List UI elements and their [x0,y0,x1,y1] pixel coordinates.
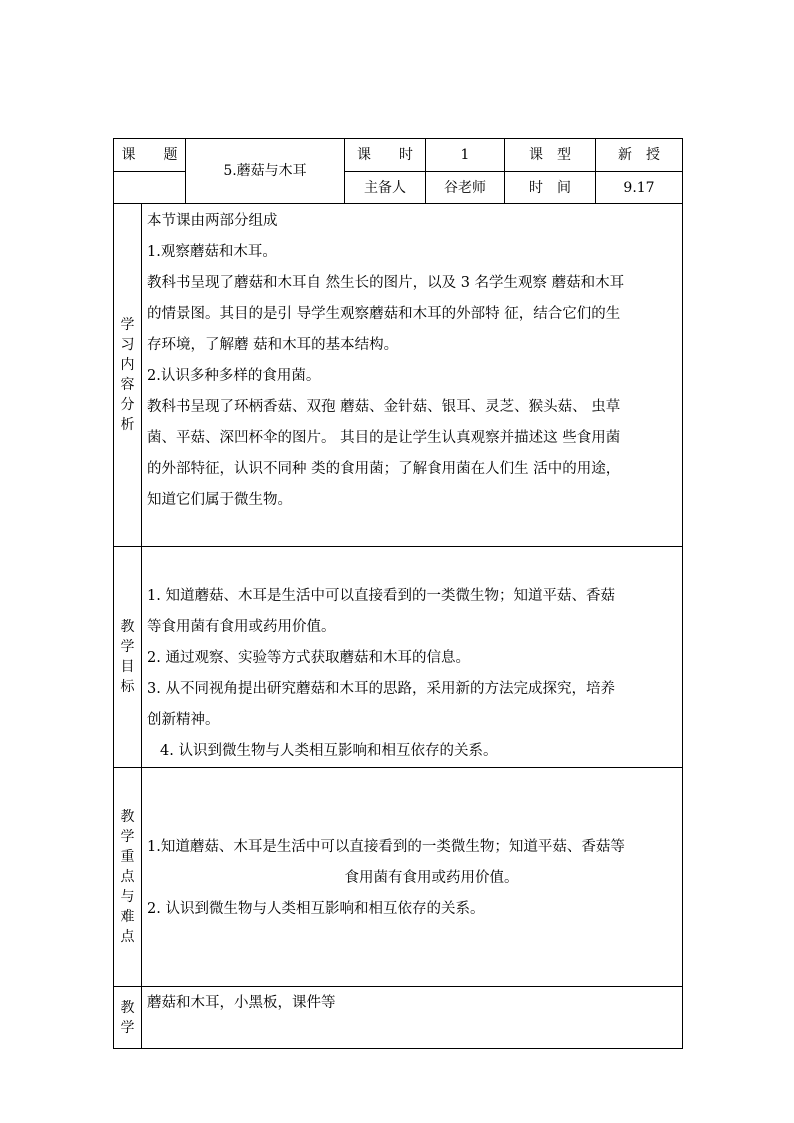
analysis-line: 2.认识多种多样的食用菌。 [147,368,321,384]
key-point-line: 1.知道蘑菇、木耳是生活中可以直接看到的一类微生物；知道平菇、香菇等 [147,839,625,855]
topic-value: 5.蘑菇与木耳 [186,139,345,204]
type-value: 新 授 [596,139,683,172]
goal-line: 4. 认识到微生物与人类相互影响和相互依存的关系。 [160,743,498,759]
analysis-label: 学 习 内 容 分 析 [114,204,142,547]
analysis-line: 菌、平菇、深凹杯伞的图片。 其目的是让学生认真观察并描述这 些食用菌 [147,430,621,446]
analysis-line: 教科书呈现了环柄香菇、双孢 蘑菇、金针菇、银耳、灵芝、猴头菇、 虫草 [147,399,621,415]
goal-line: 3. 从不同视角提出研究蘑菇和木耳的思路，采用新的方法完成探究，培养 [147,681,615,697]
lesson-plan-table [113,138,683,1049]
goal-line: 2. 通过观察、实验等方式获取蘑菇和木耳的信息。 [147,650,470,666]
key-points-content [142,768,683,987]
period-label: 课 时 [345,139,426,172]
analysis-row [114,204,683,547]
analysis-content [142,204,683,547]
time-value: 9.17 [596,172,683,204]
key-point-line: 2. 认识到微生物与人类相互影响和相互依存的关系。 [147,901,485,917]
materials-row [114,987,683,1049]
analysis-line: 本节课由两部分组成 [147,213,278,229]
header-row-1 [114,139,683,172]
key-points-label: 教 学 重 点 与 难 点 [114,768,142,987]
analysis-line: 的情景图。其目的是引 导学生观察蘑菇和木耳的外部特 征，结合它们的生 [147,306,621,322]
analysis-line: 教科书呈现了蘑菇和木耳自 然生长的图片，以及 3 名学生观察 蘑菇和木耳 [147,275,625,291]
goal-line: 创新精神。 [147,712,220,728]
lead-label: 主备人 [345,172,426,204]
topic-label-continued [114,172,186,204]
goal-line: 等食用菌有食用或药用价值。 [147,619,336,635]
key-points-row [114,768,683,987]
key-point-line: 食用菌有食用或药用价值。 [344,870,519,886]
materials-text: 蘑菇和木耳，小黑板，课件等 [147,995,336,1011]
type-label: 课 型 [505,139,596,172]
materials-content [142,987,683,1049]
goals-row [114,547,683,768]
period-value: 1 [426,139,505,172]
lead-value: 谷老师 [426,172,505,204]
analysis-line: 知道它们属于微生物。 [147,492,292,508]
time-label: 时 间 [505,172,596,204]
goals-label: 教 学 目 标 [114,547,142,768]
analysis-line: 的外部特征，认识不同种 类的食用菌；了解食用菌在人们生 活中的用途， [147,461,621,477]
analysis-line: 存环境，了解蘑 菇和木耳的基本结构。 [147,337,399,353]
analysis-line: 1.观察蘑菇和木耳。 [147,244,277,260]
goal-line: 1. 知道蘑菇、木耳是生活中可以直接看到的一类微生物；知道平菇、香菇 [147,588,615,604]
materials-label: 教 学 [114,987,142,1049]
topic-label: 课 题 [114,139,186,172]
goals-content [142,547,683,768]
